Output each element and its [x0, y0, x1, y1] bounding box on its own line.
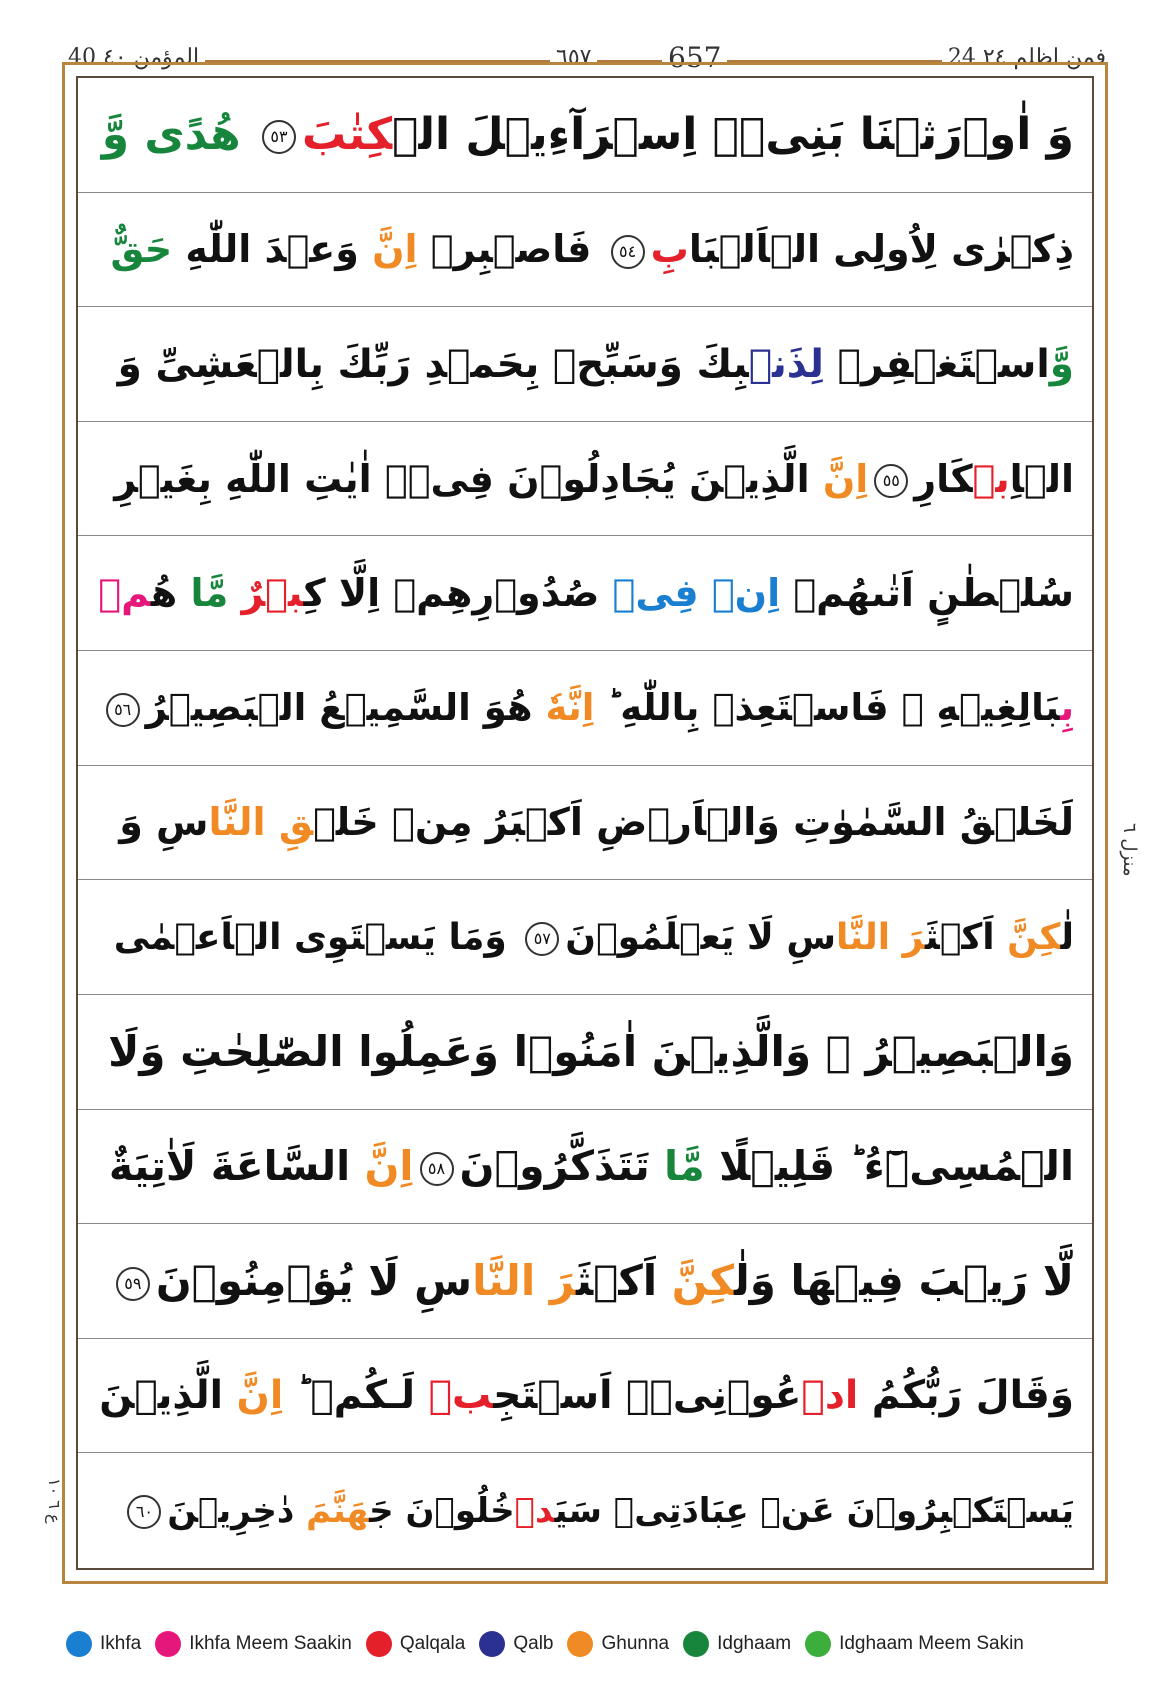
- text-segment: وَمَا يَسۡتَوِى الۡاَعۡمٰى: [113, 916, 520, 958]
- tajweed-segment: بۡ: [972, 456, 1010, 501]
- text-segment: الۡمُسِىۡٓءُ ؕ قَلِيۡلًا: [719, 1142, 1074, 1191]
- legend-color-dot: [155, 1631, 181, 1657]
- tajweed-segment: اِنَّ: [372, 227, 418, 272]
- quran-line-2: [78, 193, 1092, 308]
- text-segment: سِ لَا يُؤۡمِنُوۡنَ: [155, 1256, 473, 1306]
- tajweed-segment: بِ: [650, 227, 689, 272]
- tajweed-segment: حَقٌّ: [110, 227, 173, 272]
- tajweed-segment: قِ: [278, 800, 314, 845]
- text-segment: هُوَ السَّمِيۡعُ الۡبَصِيۡرُ: [145, 686, 546, 730]
- text-segment: خُلُوۡنَ جَ: [369, 1490, 515, 1531]
- legend-item: [155, 1631, 352, 1657]
- text-segment: وَالۡبَصِيۡرُ ۙ وَالَّذِيۡنَ اٰمَنُوۡا وَعَمِلُوا الصّٰلِحٰتِ وَلَا: [108, 1027, 1074, 1077]
- tajweed-segment: ادۡ: [801, 1373, 859, 1419]
- legend-label: Ikhfa Meem Saakin: [189, 1633, 352, 1654]
- quran-line-8: [78, 880, 1092, 995]
- tajweed-segment: اِنۡ فِىۡ: [612, 571, 794, 616]
- quran-text-block: [78, 78, 1092, 1568]
- text-segment: اَكۡثَ: [575, 1256, 672, 1306]
- quran-line-text: [102, 109, 1074, 160]
- text-segment: وَ اٰوۡرَثۡنَا بَنِىۡۤ اِسۡرَآءِيۡلَ الۡ: [392, 109, 1074, 161]
- tajweed-segment: رَ النَّا: [472, 1256, 576, 1306]
- legend-color-dot: [567, 1631, 593, 1657]
- ayah-number-marker: ٥٦: [106, 693, 140, 727]
- surah-label: 40 المؤمن ٤٠: [62, 40, 205, 76]
- juz-label: 24 فمن اظلم ٢٤: [942, 40, 1112, 76]
- text-segment: وَعۡدَ اللّٰهِ: [172, 227, 373, 272]
- text-segment: سِ وَ: [119, 800, 209, 845]
- text-segment: اَكۡثَ: [925, 916, 1008, 958]
- page-number: 657: [662, 40, 727, 76]
- tajweed-segment: بۡ: [428, 1373, 494, 1419]
- quran-line-12: [78, 1339, 1092, 1454]
- text-segment: عُوۡنِىۡۤ اَسۡتَجِ: [493, 1373, 802, 1419]
- tajweed-segment: اِنَّ: [822, 456, 869, 501]
- tajweed-segment: رَ النَّا: [836, 916, 926, 958]
- text-segment: بِكَ وَسَبِّحۡ بِحَمۡدِ رَبِّكَ بِالۡعَشِىِّ وَ: [117, 341, 749, 387]
- text-segment: سِ لَا يَعۡلَمُوۡنَ: [565, 916, 837, 958]
- quran-line-text: [111, 227, 1074, 271]
- tajweed-segment: مۡ: [98, 571, 151, 616]
- legend-item: [479, 1631, 553, 1657]
- text-segment: السَّاعَةَ لَاٰتِيَةٌ: [108, 1142, 365, 1191]
- quran-line-text: [99, 1373, 1074, 1418]
- tajweed-segment: كِنَّ: [1007, 916, 1061, 958]
- text-segment: تَتَذَكَّرُوۡنَ: [459, 1142, 665, 1191]
- quran-line-3: [78, 307, 1092, 422]
- quran-line-9: [78, 995, 1092, 1110]
- text-segment: الۡاِ: [1009, 456, 1074, 501]
- legend-item: [366, 1631, 466, 1657]
- text-segment: لَخَلۡقُ السَّمٰوٰتِ وَالۡاَرۡضِ اَكۡبَرُ مِنۡ خَلۡ: [313, 800, 1074, 845]
- ayah-number-marker: ٥٤: [611, 235, 645, 269]
- text-segment: هُ: [150, 571, 191, 616]
- text-segment: سُلۡطٰنٍ اَتٰٮهُمۡ: [793, 571, 1074, 616]
- quran-line-5: [78, 536, 1092, 651]
- quran-line-text: [114, 917, 1074, 958]
- legend-label: Ghunna: [601, 1633, 670, 1654]
- quran-line-4: [78, 422, 1092, 537]
- quran-line-7: [78, 766, 1092, 881]
- tajweed-segment: دۡ: [514, 1490, 555, 1531]
- manzil-marker: منزل ٦: [1119, 823, 1140, 877]
- ayah-number-marker: ٥٧: [525, 922, 559, 956]
- quran-line-6: [78, 651, 1092, 766]
- tajweed-segment: مَّا: [190, 571, 242, 616]
- legend-label: Idghaam: [717, 1633, 792, 1654]
- ayah-number-marker: ٥٥: [874, 464, 908, 498]
- tajweed-segment: كِنَّ: [671, 1256, 735, 1306]
- tajweed-legend: [66, 1624, 1126, 1664]
- page-number-arabic: ٦٥٧: [550, 40, 597, 76]
- legend-label: Idghaam Meem Sakin: [839, 1633, 1024, 1654]
- legend-label: Qalqala: [399, 1633, 466, 1654]
- quran-line-1: [78, 78, 1092, 193]
- text-segment: اسۡتَغۡفِرۡ: [823, 341, 1050, 387]
- ayah-number-marker: ٥٩: [116, 1267, 150, 1301]
- legend-item: [567, 1631, 669, 1657]
- text-segment: الَّذِيۡنَ يُجَادِلُوۡنَ فِىۡۤ اٰيٰتِ اللّٰهِ بِغَيۡرِ: [114, 456, 823, 501]
- text-segment: بَالِغِيۡهِ ۚ فَاسۡتَعِذۡ بِاللّٰهِ ؕ: [594, 686, 1061, 730]
- quran-line-10: [78, 1110, 1092, 1225]
- text-segment: لٰ: [1060, 916, 1074, 958]
- text-segment: دٰخِرِيۡنَ: [167, 1490, 307, 1531]
- legend-item: [683, 1631, 791, 1657]
- tajweed-segment: هَنَّمَ: [306, 1490, 370, 1531]
- quran-line-13: [78, 1453, 1092, 1568]
- tajweed-segment: كِتٰبَ: [301, 109, 393, 161]
- legend-item: [66, 1631, 141, 1657]
- tajweed-segment: بۡرٌ: [241, 571, 304, 616]
- quran-line-text: [98, 571, 1074, 615]
- tajweed-segment: اِنَّ: [364, 1142, 414, 1191]
- legend-color-dot: [805, 1631, 831, 1657]
- ayah-number-marker: ٥٣: [262, 120, 296, 154]
- ruku-marker: ع ٦ ١٠: [45, 1478, 64, 1524]
- tajweed-segment: مَّا: [664, 1142, 720, 1191]
- quran-line-text: [100, 686, 1074, 729]
- tajweed-segment: وَّ: [1049, 341, 1074, 387]
- legend-color-dot: [66, 1631, 92, 1657]
- quran-line-text: [108, 1027, 1074, 1076]
- text-segment: وَقَالَ رَبُّكُمُ: [858, 1373, 1074, 1419]
- tajweed-segment: النَّا: [208, 800, 279, 845]
- tajweed-segment: اِنَّ: [236, 1373, 284, 1419]
- text-segment: لَـكُمۡ ؕ: [283, 1373, 429, 1419]
- quran-line-text: [109, 1142, 1074, 1190]
- quran-line-text: [121, 1491, 1074, 1531]
- text-segment: صُدُوۡرِهِمۡ اِلَّا كِ: [303, 571, 613, 616]
- legend-color-dot: [683, 1631, 709, 1657]
- legend-label: Ikhfa: [100, 1633, 142, 1654]
- tajweed-segment: لِذَنۡ: [748, 341, 824, 387]
- tajweed-segment: بِ: [1060, 686, 1074, 730]
- text-segment: لَّا رَيۡبَ فِيۡهَا وَلٰ: [734, 1256, 1074, 1306]
- legend-item: [805, 1631, 1024, 1657]
- quran-line-text: [118, 342, 1074, 387]
- tajweed-segment: اِنَّهٗ: [545, 686, 595, 730]
- legend-label: Qalb: [513, 1633, 554, 1654]
- tajweed-segment: هُدًى وَّ: [101, 109, 256, 161]
- quran-line-text: [119, 800, 1074, 844]
- quran-line-text: [110, 1256, 1074, 1305]
- text-segment: ذِكۡرٰى لِاُولِى الۡاَلۡبَا: [688, 227, 1074, 272]
- legend-color-dot: [479, 1631, 505, 1657]
- ayah-number-marker: ٥٨: [420, 1152, 454, 1186]
- quran-line-11: [78, 1224, 1092, 1339]
- quran-line-text: [114, 457, 1074, 501]
- text-segment: يَسۡتَكۡبِرُوۡنَ عَنۡ عِبَادَتِىۡ سَيَ: [554, 1490, 1074, 1531]
- text-segment: فَاصۡبِرۡ: [417, 227, 605, 272]
- legend-color-dot: [366, 1631, 392, 1657]
- ayah-number-marker: ٦٠: [127, 1495, 161, 1529]
- text-segment: الَّذِيۡنَ: [99, 1373, 237, 1419]
- text-segment: كَارِ: [914, 456, 973, 501]
